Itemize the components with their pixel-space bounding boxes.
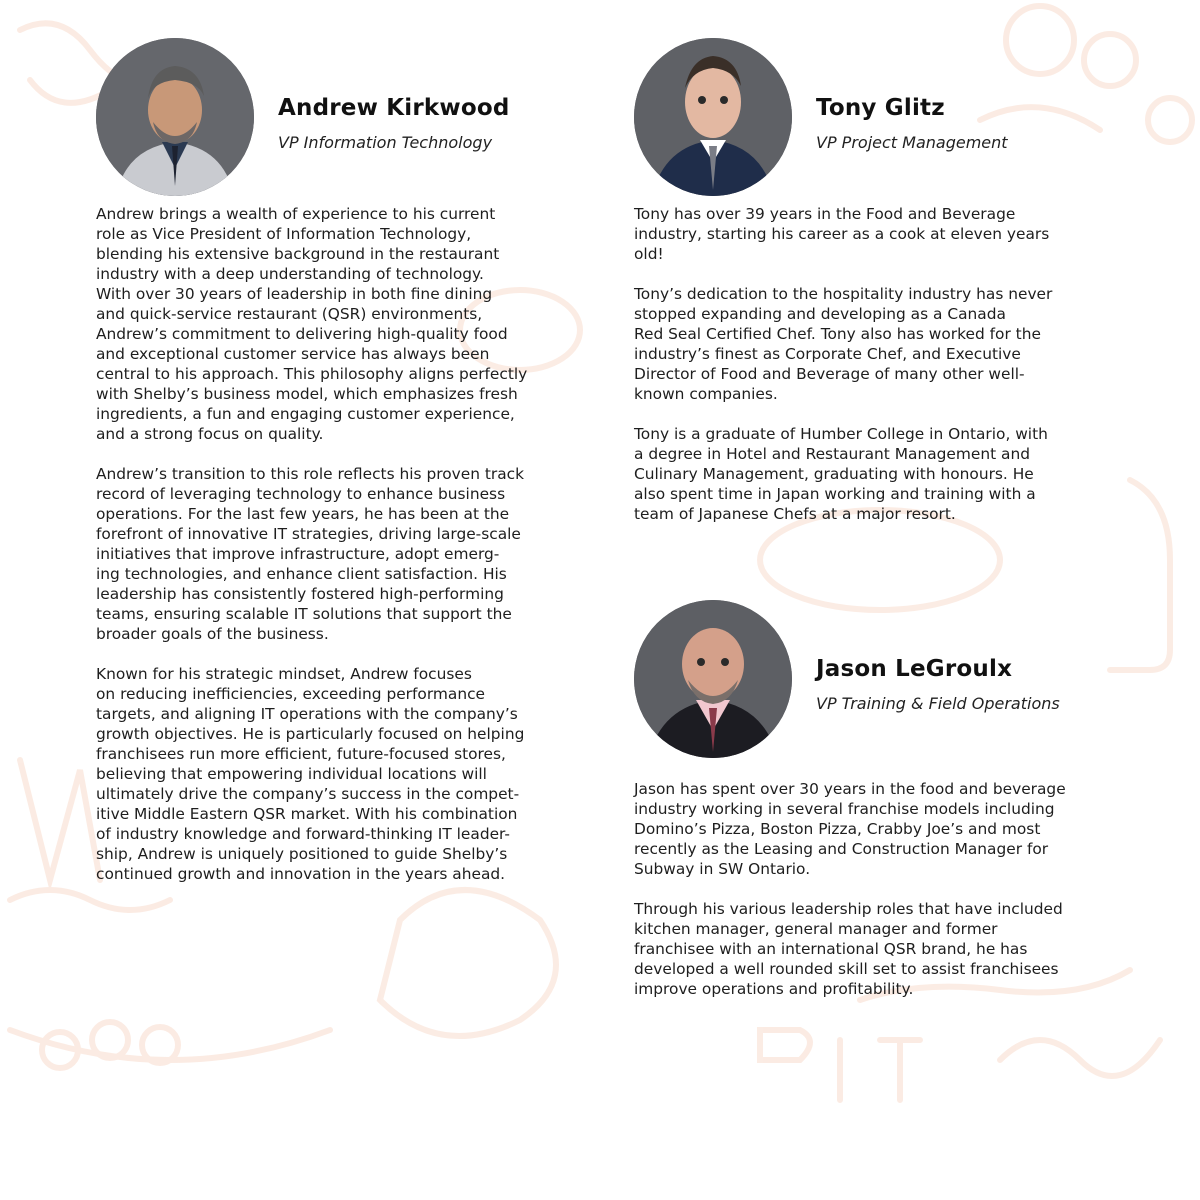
bio-paragraph: Jason has spent over 30 years in the food and beverage industry working in several franchise models including Domino’s Pizza, Boston Pizza, Crabby Joe’s and most recently as the Leasing and Construction Manager for Subway in SW Ontario. [634,780,1066,878]
bio-paragraph: Known for his strategic mindset, Andrew focuses on reducing inefficiencies, exceeding performance targets, and aligning IT operations with the company’s growth objectives. He is particularly focused on helping franchisees run more efficient, future-focused stores, believing that empowering individual locations will ultimately drive the company’s success in the compet- itive Middle Eastern QSR market. With his combination of industry knowledge and forward-thinking IT leader- ship, Andrew is uniquely positioned to guide Shelby’s continued growth and innovation in the years ahead. [96,665,525,883]
bio-paragraph: Through his various leadership roles that have included kitchen manager, general manager and former franchisee with an international QSR brand, he has developed a well rounded skill set to assist franchisees improve operations and profitability. [634,900,1063,998]
bio-paragraph: Andrew brings a wealth of experience to his current role as Vice President of Information Technology, blending his extensive background in the restaurant industry with a deep understanding of technology. With over 30 years of leadership in both fine dining and quick-service restaurant (QSR) environments, Andrew’s commitment to delivering high-quality food and exceptional customer service has always been central to his approach. This philosophy aligns perfectly with Shelby’s business model, which emphasizes fresh ingredients, a fun and engaging customer experience, and a strong focus on quality. [96,205,528,443]
avatar [634,600,792,758]
profile-title: VP Project Management [816,133,1008,152]
profile-name: Tony Glitz [816,95,945,121]
profile-andrew-kirkwood [0,0,600,900]
avatar [634,38,792,196]
profile-title: VP Information Technology [278,133,493,152]
portrait-photo-icon [96,38,254,196]
profile-name: Andrew Kirkwood [278,95,510,121]
profile-name: Jason LeGroulx [816,656,1013,682]
profile-title: VP Training & Field Operations [816,694,1060,713]
portrait-photo-icon [634,600,792,758]
profile-jason-legroulx [600,590,1200,1020]
profile-tony-glitz [600,0,1200,560]
bio-paragraph: Tony’s dedication to the hospitality industry has never stopped expanding and developing as a Canada Red Seal Certified Chef. Tony also has worked for the industry’s finest as Corporate Chef, and Executive Director of Food and Beverage of many other well- known companies. [634,285,1053,403]
bio-paragraph: Andrew’s transition to this role reflects his proven track record of leveraging technology to enhance business operations. For the last few years, he has been at the forefront of innovative IT strategies, driving large-scale initiatives that improve infrastructure, adopt emerg- ing technologies, and enhance client satisfaction. His leadership has consistently fostered high-performing teams, ensuring scalable IT solutions that support the broader goals of the business. [96,465,525,643]
bio-paragraph: Tony is a graduate of Humber College in Ontario, with a degree in Hotel and Restaurant Management and Culinary Management, graduating with honours. He also spent time in Japan working and training with a team of Japanese Chefs at a major resort. [634,425,1048,523]
avatar [96,38,254,196]
portrait-photo-icon [634,38,792,196]
bio-paragraph: Tony has over 39 years in the Food and Beverage industry, starting his career as a cook at eleven years old! [634,205,1050,263]
